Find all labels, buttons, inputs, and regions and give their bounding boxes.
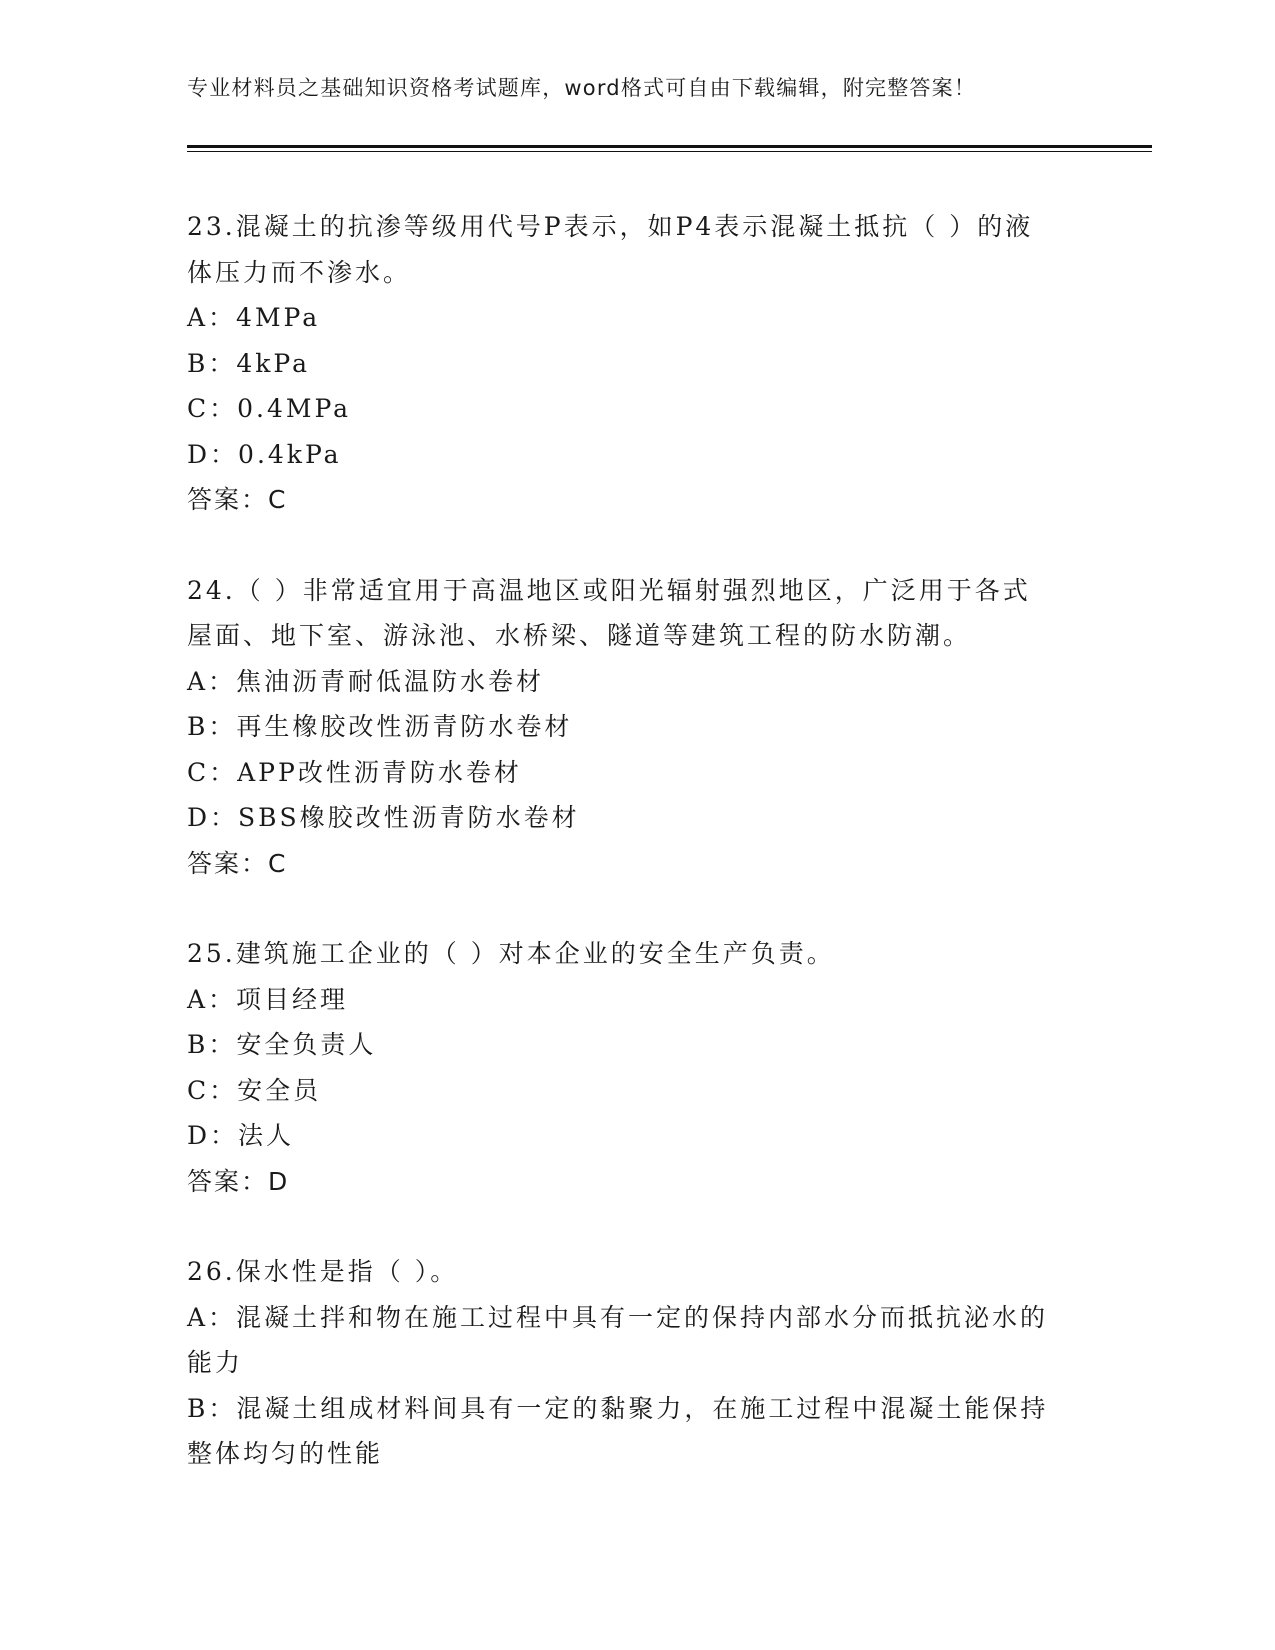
header-rule-thin [187, 151, 1152, 152]
option-a-continued: 能力 [187, 1348, 244, 1377]
question-23 [187, 204, 1087, 523]
answer-line: 答案：C [187, 848, 288, 878]
option-b: B：安全负责人 [187, 1030, 377, 1059]
question-stem-line: 24.（ ）非常适宜用于高温地区或阳光辐射强烈地区，广泛用于各式 [187, 575, 1031, 605]
option-b: B：4kPa [187, 348, 311, 378]
question-stem-line: 25.建筑施工企业的（ ）对本企业的安全生产负责。 [187, 939, 835, 968]
page-header: 专业材料员之基础知识资格考试题库，word格式可自由下载编辑，附完整答案！ [187, 76, 977, 100]
option-c: C：APP改性沥青防水卷材 [187, 757, 522, 787]
answer-line: 答案：D [187, 1166, 290, 1196]
answer-line: 答案：C [187, 485, 288, 514]
option-c: C：0.4MPa [187, 394, 352, 423]
question-25 [187, 931, 1087, 1204]
option-b-continued: 整体均匀的性能 [187, 1439, 384, 1468]
question-24 [187, 568, 1087, 887]
option-c: C：安全员 [187, 1075, 322, 1105]
option-d: D：0.4kPa [187, 439, 342, 469]
header-rule-thick [187, 145, 1152, 148]
option-b: B：再生橡胶改性沥青防水卷材 [187, 712, 573, 741]
option-a: A：混凝土拌和物在施工过程中具有一定的保持内部水分而抵抗泌水的 [187, 1302, 1049, 1332]
question-stem-line: 26.保水性是指（ ）。 [187, 1257, 459, 1286]
option-b: B：混凝土组成材料间具有一定的黏聚力，在施工过程中混凝土能保持 [187, 1393, 1049, 1423]
option-d: D：SBS橡胶改性沥青防水卷材 [187, 803, 580, 832]
option-a: A：4MPa [187, 303, 321, 332]
question-stem-line: 体压力而不渗水。 [187, 257, 412, 287]
question-stem-line: 23.混凝土的抗渗等级用代号P表示，如P4表示混凝土抵抗（ ）的液 [187, 212, 1034, 241]
question-list [187, 204, 1087, 1522]
option-a: A：项目经理 [187, 984, 349, 1014]
question-26 [187, 1249, 1087, 1477]
option-a: A：焦油沥青耐低温防水卷材 [187, 666, 545, 696]
question-stem-line: 屋面、地下室、游泳池、水桥梁、隧道等建筑工程的防水防潮。 [187, 621, 972, 650]
option-d: D：法人 [187, 1121, 295, 1150]
